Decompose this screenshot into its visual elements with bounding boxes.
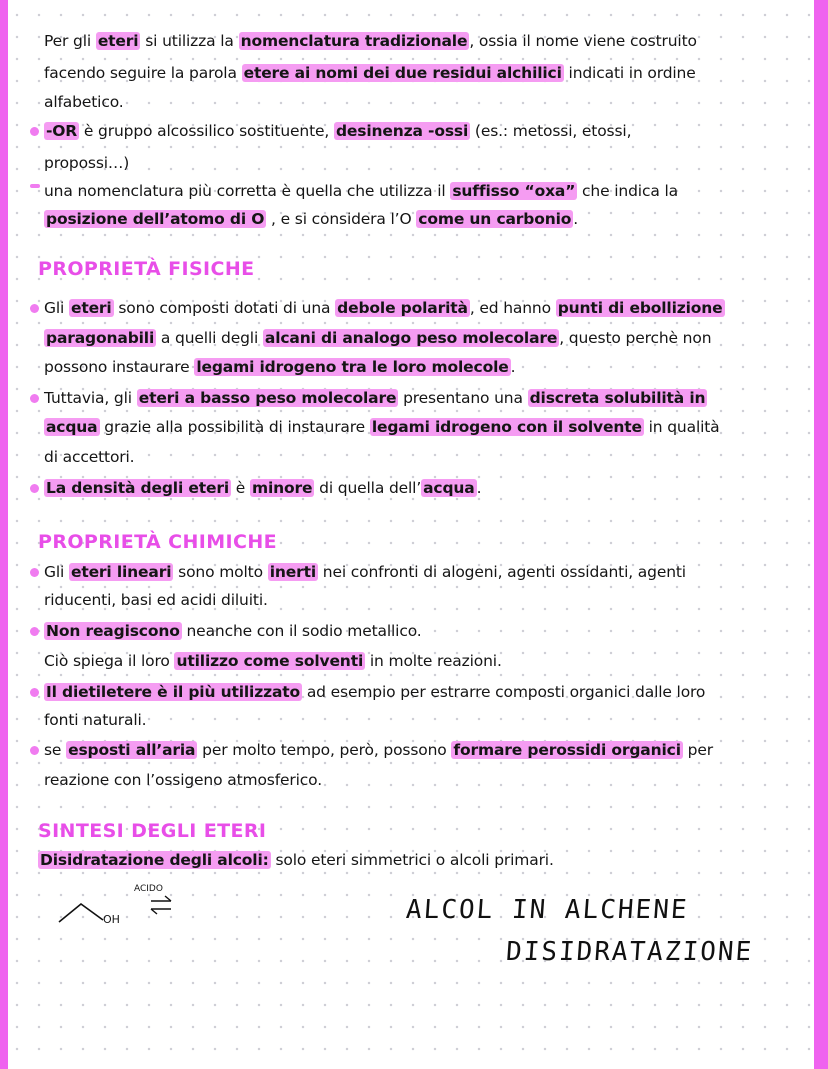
intro-line-5: propossi…) [44, 154, 130, 172]
bullet-icon [30, 688, 39, 697]
chimiche-line-4: Ciò spiega il loro utilizzo come solventi in molte reazioni. [44, 652, 502, 670]
chimiche-line-7: se esposti all’aria per molto tempo, però, possono formare perossidi organici per [44, 741, 713, 759]
chimiche-line-6: fonti naturali. [44, 711, 147, 729]
intro-line-4: -OR è gruppo alcossilico sostituente, desinenza -ossi (es.: metossi, etossi, [46, 122, 632, 140]
chimiche-line-3: Non reagiscono neanche con il sodio metallico. [46, 622, 422, 640]
fisiche-line-7: La densità degli eteri è minore di quella dell’ acqua . [46, 479, 482, 497]
intro-line-3: alfabetico. [44, 93, 124, 111]
section-heading-sintesi: SINTESI DEGLI ETERI [38, 820, 267, 842]
section-heading-fisiche: PROPRIETÀ FISICHE [38, 258, 255, 280]
chimiche-line-2: riducenti, basi ed acidi diluiti. [44, 591, 268, 609]
intro-line-7: posizione dell’atomo di O , e si considera l’O come un carbonio . [46, 210, 579, 228]
fisiche-line-5: acqua grazie alla possibilità di instaurare legami idrogeno con il solvente in qualità [46, 418, 720, 436]
bond-lines [59, 904, 103, 922]
ethanol-structure-drawing [55, 880, 185, 940]
intro-line-2: facendo seguire la parola etere ai nomi dei due residui alchilici indicati in ordine [44, 64, 696, 82]
bullet-icon [30, 304, 39, 313]
fisiche-line-3: possono instaurare legami idrogeno tra le loro molecole . [44, 358, 516, 376]
oh-label: OH [103, 913, 120, 926]
handwritten-note-line-1: ALCOL IN ALCHENE [404, 895, 690, 925]
bullet-icon [30, 127, 39, 136]
bullet-icon [30, 568, 39, 577]
chimiche-line-5: Il dietiletere è il più utilizzato ad esempio per estrarre composti organici dalle loro [46, 683, 706, 701]
intro-line-6: una nomenclatura più corretta è quella che utilizza il suffisso “oxa” che indica la [44, 182, 678, 200]
handwritten-note-line-2: DISIDRATAZIONE [504, 937, 755, 967]
bullet-icon [30, 746, 39, 755]
arrow-backward-head [151, 909, 157, 914]
intro-line-1: Per gli eteri si utilizza la nomenclatura tradizionale , ossia il nome viene costruito [44, 32, 697, 50]
fisiche-line-1: Gli eteri sono composti dotati di una debole polarità , ed hanno punti di ebollizione [44, 299, 723, 317]
bullet-icon [30, 184, 40, 188]
acid-label: ACIDO [134, 884, 163, 894]
chimiche-line-8: reazione con l’ossigeno atmosferico. [44, 771, 322, 789]
fisiche-line-6: di accettori. [44, 448, 135, 466]
arrow-forward-head [165, 896, 171, 901]
bullet-icon [30, 394, 39, 403]
fisiche-line-4: Tuttavia, gli eteri a basso peso molecolare presentano una discreta solubilità in [44, 389, 706, 407]
chimiche-line-1: Gli eteri lineari sono molto inerti nei confronti di alogeni, agenti ossidanti, agenti [44, 563, 686, 581]
bullet-icon [30, 484, 39, 493]
bullet-icon [30, 627, 39, 636]
fisiche-line-2: paragonabili a quelli degli alcani di analogo peso molecolare , questo perchè non [46, 329, 712, 347]
sintesi-line-1: Disidratazione degli alcoli: solo eteri simmetrici o alcoli primari. [40, 851, 554, 869]
section-heading-chimiche: PROPRIETÀ CHIMICHE [38, 531, 278, 553]
